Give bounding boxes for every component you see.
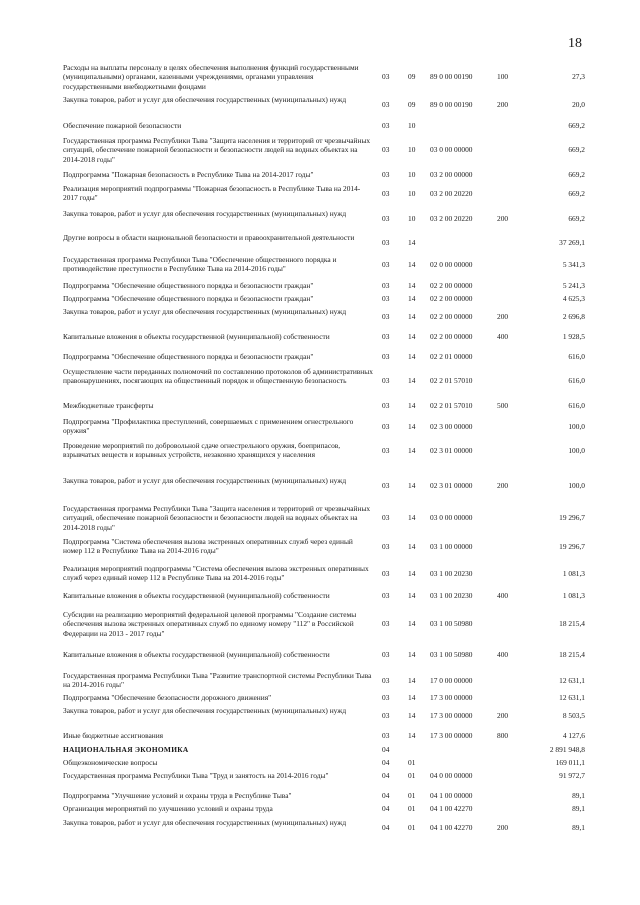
row-target-article: 02 2 01 00000 — [430, 352, 473, 361]
row-subsection-code: 14 — [408, 675, 416, 685]
row-section-code: 03 — [382, 332, 390, 341]
row-section-code: 03 — [382, 650, 390, 659]
row-target-article: 02 2 01 57010 — [430, 401, 473, 410]
row-section-code: 03 — [382, 376, 390, 386]
row-subsection-code: 14 — [408, 294, 416, 303]
row-subsection-code: 14 — [408, 568, 416, 578]
row-subsection-code: 14 — [408, 311, 416, 321]
row-expense-type: 800 — [497, 731, 509, 740]
row-name: НАЦИОНАЛЬНАЯ ЭКОНОМИКА — [63, 745, 189, 754]
row-name: Подпрограмма "Улучшение условий и охраны труда в Республике Тыва" — [63, 791, 292, 800]
row-subsection-code: 14 — [408, 445, 416, 455]
row-subsection-code: 14 — [408, 710, 416, 720]
row-amount: 2 696,8 — [562, 311, 585, 321]
row-amount: 20,0 — [572, 99, 585, 109]
row-subsection-code: 14 — [408, 352, 416, 361]
row-target-article: 03 2 00 00000 — [430, 170, 473, 179]
row-subsection-code: 01 — [408, 771, 416, 780]
row-section-code: 03 — [382, 693, 390, 702]
row-amount: 100,0 — [568, 480, 585, 490]
row-name: Реализация мероприятий подпрограммы "Система обеспечения вызова экстренных оперативных служб через единый номер 112 в Республике Тыва на 2014-2016 годы" — [63, 564, 369, 583]
row-target-article: 02 3 00 00000 — [430, 421, 473, 431]
row-target-article: 03 0 00 00000 — [430, 513, 473, 523]
row-subsection-code: 14 — [408, 237, 416, 247]
row-amount: 27,3 — [572, 72, 585, 82]
row-section-code: 03 — [382, 145, 390, 155]
row-target-article: 89 0 00 00190 — [430, 72, 473, 82]
row-section-code: 03 — [382, 213, 390, 223]
row-name: Подпрограмма "Обеспечение безопасности дорожного движения" — [63, 693, 272, 702]
row-section-code: 04 — [382, 745, 390, 754]
row-expense-type: 500 — [497, 401, 509, 410]
row-section-code: 03 — [382, 99, 390, 109]
row-section-code: 03 — [382, 619, 390, 629]
row-section-code: 03 — [382, 188, 390, 198]
row-subsection-code: 14 — [408, 731, 416, 740]
row-section-code: 03 — [382, 259, 390, 269]
row-subsection-code: 14 — [408, 619, 416, 629]
row-name: Подпрограмма "Обеспечение общественного порядка и безопасности граждан" — [63, 281, 314, 290]
page-number: 18 — [568, 36, 582, 51]
row-target-article: 02 2 00 00000 — [430, 281, 473, 290]
row-amount: 669,2 — [568, 145, 585, 155]
row-target-article: 17 3 00 00000 — [430, 710, 473, 720]
row-section-code: 03 — [382, 731, 390, 740]
row-target-article: 02 3 01 00000 — [430, 445, 473, 455]
row-target-article: 02 2 01 57010 — [430, 376, 473, 386]
row-expense-type: 200 — [497, 480, 509, 490]
row-section-code: 03 — [382, 237, 390, 247]
row-name: Подпрограмма "Обеспечение общественного порядка и безопасности граждан" — [63, 294, 314, 303]
row-section-code: 03 — [382, 675, 390, 685]
row-subsection-code: 14 — [408, 480, 416, 490]
row-subsection-code: 14 — [408, 332, 416, 341]
row-target-article: 03 2 00 20220 — [430, 213, 473, 223]
row-expense-type: 200 — [497, 99, 509, 109]
row-section-code: 04 — [382, 822, 390, 832]
row-section-code: 04 — [382, 804, 390, 813]
row-section-code: 04 — [382, 758, 390, 767]
row-target-article: 17 0 00 00000 — [430, 675, 473, 685]
row-section-code: 03 — [382, 591, 390, 600]
row-expense-type: 200 — [497, 311, 509, 321]
row-name: Подпрограмма "Обеспечение общественного порядка и безопасности граждан" — [63, 352, 314, 361]
row-target-article: 03 1 00 50980 — [430, 650, 473, 659]
row-section-code: 03 — [382, 401, 390, 410]
row-section-code: 03 — [382, 352, 390, 361]
row-section-code: 03 — [382, 421, 390, 431]
row-name: Подпрограмма "Система обеспечения вызова экстренных оперативных служб через единый номер 112 в Республике Тыва на 2014-2016 годы" — [63, 537, 353, 556]
row-subsection-code: 14 — [408, 281, 416, 290]
row-section-code: 04 — [382, 771, 390, 780]
row-target-article: 17 3 00 00000 — [430, 693, 473, 702]
row-target-article: 03 0 00 00000 — [430, 145, 473, 155]
row-name: Расходы на выплаты персоналу в целях обеспечения выполнения функций государственными (муниципальными) органами, казенными учреждениями, органами управления государственными внебюджетными фондами — [63, 63, 359, 91]
row-target-article: 04 1 00 42270 — [430, 822, 473, 832]
row-name: Общеэкономические вопросы — [63, 758, 158, 767]
row-name: Другие вопросы в области национальной безопасности и правоохранительной деятельности — [63, 233, 355, 242]
row-section-code: 03 — [382, 541, 390, 551]
row-amount: 91 972,7 — [559, 771, 585, 780]
row-target-article: 03 1 00 20230 — [430, 568, 473, 578]
row-amount: 5 241,3 — [562, 281, 585, 290]
row-section-code: 03 — [382, 170, 390, 179]
row-amount: 19 296,7 — [559, 513, 585, 523]
row-amount: 2 891 948,8 — [549, 745, 585, 754]
row-expense-type: 200 — [497, 710, 509, 720]
row-expense-type: 200 — [497, 213, 509, 223]
row-name: Государственная программа Республики Тыва "Защита населения и территорий от чрезвычайных ситуаций, обеспечение пожарной безопасности и безопасности людей на водных объектах на 2014-2018 годы" — [63, 136, 371, 164]
row-amount: 1 081,3 — [562, 568, 585, 578]
row-name: Государственная программа Республики Тыва "Обеспечение общественного порядка и противодействие преступности в Республике Тыва на 2014-2016 годы" — [63, 255, 337, 274]
row-name: Государственная программа Республики Тыва "Развитие транспортной системы Республики Тыва на 2014-2016 годы" — [63, 671, 372, 690]
row-name: Реализация мероприятий подпрограммы "Пожарная безопасность в Республике Тыва на 2014-2017 годы" — [63, 184, 361, 203]
row-amount: 19 296,7 — [559, 541, 585, 551]
row-subsection-code: 14 — [408, 513, 416, 523]
row-section-code: 03 — [382, 121, 390, 130]
row-subsection-code: 10 — [408, 121, 416, 130]
row-expense-type: 400 — [497, 591, 509, 600]
row-amount: 1 081,3 — [562, 591, 585, 600]
row-name: Закупка товаров, работ и услуг для обеспечения государственных (муниципальных) нужд — [63, 706, 347, 715]
row-subsection-code: 10 — [408, 170, 416, 179]
row-subsection-code: 01 — [408, 804, 416, 813]
row-section-code: 03 — [382, 513, 390, 523]
row-target-article: 04 0 00 00000 — [430, 771, 473, 780]
row-expense-type: 400 — [497, 650, 509, 659]
row-section-code: 03 — [382, 311, 390, 321]
row-amount: 12 631,1 — [559, 675, 585, 685]
row-subsection-code: 10 — [408, 188, 416, 198]
row-target-article: 04 1 00 42270 — [430, 804, 473, 813]
row-name: Государственная программа Республики Тыва "Труд и занятость на 2014-2016 годы" — [63, 771, 329, 780]
row-amount: 616,0 — [568, 376, 585, 386]
row-amount: 669,2 — [568, 188, 585, 198]
row-amount: 89,1 — [572, 822, 585, 832]
row-amount: 8 503,5 — [562, 710, 585, 720]
row-section-code: 03 — [382, 294, 390, 303]
row-subsection-code: 14 — [408, 650, 416, 659]
row-target-article: 02 0 00 00000 — [430, 259, 473, 269]
row-name: Капитальные вложения в объекты государственной (муниципальной) собственности — [63, 332, 330, 341]
row-target-article: 02 2 00 00000 — [430, 294, 473, 303]
row-amount: 669,2 — [568, 170, 585, 179]
row-amount: 669,2 — [568, 121, 585, 130]
row-section-code: 03 — [382, 72, 390, 82]
row-target-article: 89 0 00 00190 — [430, 99, 473, 109]
row-subsection-code: 14 — [408, 693, 416, 702]
row-section-code: 03 — [382, 281, 390, 290]
row-name: Проведение мероприятий по добровольной сдаче огнестрельного оружия, боеприпасов, взрывчатых веществ и взрывных устройств, незаконно хранящихся у населения — [63, 441, 341, 460]
row-name: Закупка товаров, работ и услуг для обеспечения государственных (муниципальных) нужд — [63, 476, 347, 485]
row-name: Государственная программа Республики Тыва "Защита населения и территорий от чрезвычайных ситуаций, обеспечение пожарной безопасности и безопасности людей на водных объектах на 2014-2018 годы" — [63, 504, 371, 532]
row-expense-type: 100 — [497, 72, 509, 82]
row-target-article: 03 1 00 50980 — [430, 619, 473, 629]
row-name: Закупка товаров, работ и услуг для обеспечения государственных (муниципальных) нужд — [63, 818, 347, 827]
row-amount: 89,1 — [572, 791, 585, 800]
row-name: Субсидии на реализацию мероприятий федеральной целевой программы "Создание системы обеспечения вызова экстренных оперативных служб по единому номеру "112" в Российской Федерации на 2013 - 2017 годы" — [63, 610, 357, 638]
row-amount: 5 341,3 — [562, 259, 585, 269]
row-amount: 4 127,6 — [562, 731, 585, 740]
row-amount: 100,0 — [568, 421, 585, 431]
row-subsection-code: 14 — [408, 591, 416, 600]
row-amount: 169 011,1 — [555, 758, 585, 767]
row-name: Закупка товаров, работ и услуг для обеспечения государственных (муниципальных) нужд — [63, 307, 347, 316]
row-section-code: 03 — [382, 445, 390, 455]
row-section-code: 03 — [382, 710, 390, 720]
row-amount: 1 928,5 — [562, 332, 585, 341]
row-amount: 616,0 — [568, 352, 585, 361]
row-section-code: 03 — [382, 480, 390, 490]
row-expense-type: 200 — [497, 822, 509, 832]
row-amount: 100,0 — [568, 445, 585, 455]
row-name: Организация мероприятий по улучшению условий и охраны труда — [63, 804, 273, 813]
row-name: Закупка товаров, работ и услуг для обеспечения государственных (муниципальных) нужд — [63, 95, 347, 104]
row-subsection-code: 10 — [408, 213, 416, 223]
row-target-article: 02 2 00 00000 — [430, 311, 473, 321]
row-amount: 12 631,1 — [559, 693, 585, 702]
row-section-code: 04 — [382, 791, 390, 800]
row-amount: 18 215,4 — [559, 650, 585, 659]
row-target-article: 03 2 00 20220 — [430, 188, 473, 198]
row-subsection-code: 14 — [408, 421, 416, 431]
row-target-article: 03 1 00 00000 — [430, 541, 473, 551]
row-amount: 4 625,3 — [562, 294, 585, 303]
row-amount: 18 215,4 — [559, 619, 585, 629]
row-amount: 669,2 — [568, 213, 585, 223]
row-name: Закупка товаров, работ и услуг для обеспечения государственных (муниципальных) нужд — [63, 209, 347, 218]
row-subsection-code: 14 — [408, 541, 416, 551]
row-target-article: 02 2 00 00000 — [430, 332, 473, 341]
row-subsection-code: 01 — [408, 791, 416, 800]
row-name: Осуществление части переданных полномочий по составлению протоколов об административных правонарушениях, посягающих на общественный порядок и общественную безопасность — [63, 367, 373, 386]
row-name: Межбюджетные трансферты — [63, 401, 154, 410]
row-target-article: 04 1 00 00000 — [430, 791, 473, 800]
row-section-code: 03 — [382, 568, 390, 578]
row-name: Обеспечение пожарной безопасности — [63, 121, 182, 130]
row-target-article: 03 1 00 20230 — [430, 591, 473, 600]
row-subsection-code: 09 — [408, 72, 416, 82]
row-name: Подпрограмма "Пожарная безопасность в Республике Тыва на 2014-2017 годы" — [63, 170, 314, 179]
row-name: Капитальные вложения в объекты государственной (муниципальной) собственности — [63, 650, 330, 659]
row-amount: 616,0 — [568, 401, 585, 410]
row-expense-type: 400 — [497, 332, 509, 341]
row-subsection-code: 01 — [408, 758, 416, 767]
row-target-article: 17 3 00 00000 — [430, 731, 473, 740]
row-name: Капитальные вложения в объекты государственной (муниципальной) собственности — [63, 591, 330, 600]
row-amount: 37 269,1 — [559, 237, 585, 247]
row-subsection-code: 14 — [408, 259, 416, 269]
row-subsection-code: 14 — [408, 376, 416, 386]
row-name: Подпрограмма "Профилактика преступлений, совершаемых с применением огнестрельного оружия" — [63, 417, 354, 436]
row-subsection-code: 14 — [408, 401, 416, 410]
row-subsection-code: 10 — [408, 145, 416, 155]
row-amount: 89,1 — [572, 804, 585, 813]
row-target-article: 02 3 01 00000 — [430, 480, 473, 490]
row-subsection-code: 01 — [408, 822, 416, 832]
row-subsection-code: 09 — [408, 99, 416, 109]
row-name: Иные бюджетные ассигнования — [63, 731, 164, 740]
